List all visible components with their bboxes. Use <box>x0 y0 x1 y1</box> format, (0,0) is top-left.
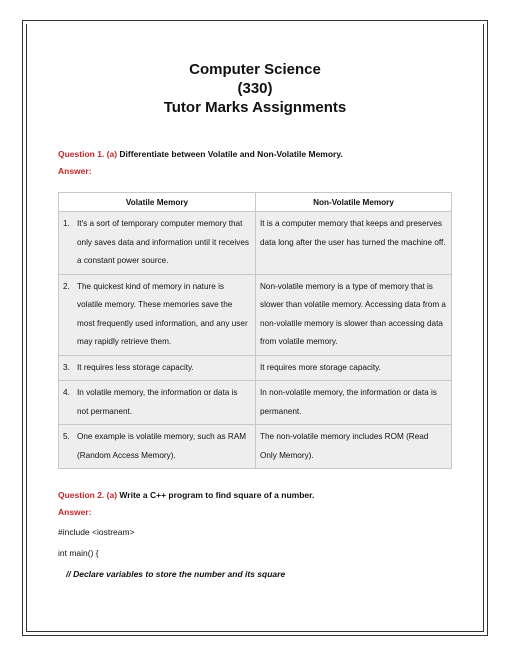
question-2-text: Write a C++ program to find square of a number. <box>119 490 315 500</box>
volatile-text: In volatile memory, the information or data is not permanent. <box>77 388 238 416</box>
document-content <box>58 60 452 580</box>
question-2-prefix: Question 2. (a) <box>58 490 118 500</box>
question-1-text: Differentiate between Volatile and Non-Volatile Memory. <box>119 149 343 159</box>
title-subject: Computer Science <box>189 61 321 78</box>
volatile-text: It requires less storage capacity. <box>77 362 194 372</box>
volatile-cell <box>59 274 256 355</box>
row-number: 5. <box>63 432 70 441</box>
volatile-text: It's a sort of temporary computer memory that only saves data and information until it receives a constant power source. <box>77 219 250 265</box>
row-number: 4. <box>63 388 70 397</box>
non-volatile-cell: It requires more storage capacity. <box>256 355 452 381</box>
non-volatile-cell: It is a computer memory that keeps and preserves data long after the user has turned the machine off. <box>256 212 452 275</box>
volatile-cell <box>59 381 256 425</box>
question-1 <box>58 149 452 159</box>
row-number: 3. <box>63 362 70 372</box>
question-2 <box>58 490 452 500</box>
memory-comparison-table <box>58 192 452 469</box>
volatile-cell <box>59 212 256 275</box>
non-volatile-cell: In non-volatile memory, the information or data is permanent. <box>256 381 452 425</box>
code-main-line: int main() { <box>58 548 99 558</box>
non-volatile-cell: Non-volatile memory is a type of memory that is slower than volatile memory. Accessing data from a non-volatile memory is slower than accessing data from volatile memory. <box>256 274 452 355</box>
code-comment-line: // Declare variables to store the number and its square <box>66 569 286 579</box>
table-row <box>59 355 452 381</box>
title-code: (330) <box>237 80 273 97</box>
volatile-cell <box>59 425 256 469</box>
table-row <box>59 274 452 355</box>
table-row <box>59 425 452 469</box>
question-1-prefix: Question 1. (a) <box>58 149 118 159</box>
table-header-row <box>59 193 452 212</box>
row-number: 1. <box>63 219 70 228</box>
code-include-line: #include <iostream> <box>58 527 135 537</box>
volatile-cell <box>59 355 256 381</box>
volatile-text: One example is volatile memory, such as RAM (Random Access Memory). <box>77 432 247 460</box>
table-row <box>59 381 452 425</box>
answer-2-label: Answer: <box>58 507 92 517</box>
header-non-volatile: Non-Volatile Memory <box>256 193 452 212</box>
row-number: 2. <box>63 281 70 291</box>
header-volatile: Volatile Memory <box>59 193 256 212</box>
volatile-text: The quickest kind of memory in nature is volatile memory. These memories save the most frequently used information, and any user may rapidly retrieve them. <box>77 281 248 346</box>
table-row <box>59 212 452 275</box>
title-assignment: Tutor Marks Assignments <box>163 99 347 116</box>
non-volatile-cell: The non-volatile memory includes ROM (Read Only Memory). <box>256 425 452 469</box>
answer-1-label: Answer: <box>58 166 92 176</box>
